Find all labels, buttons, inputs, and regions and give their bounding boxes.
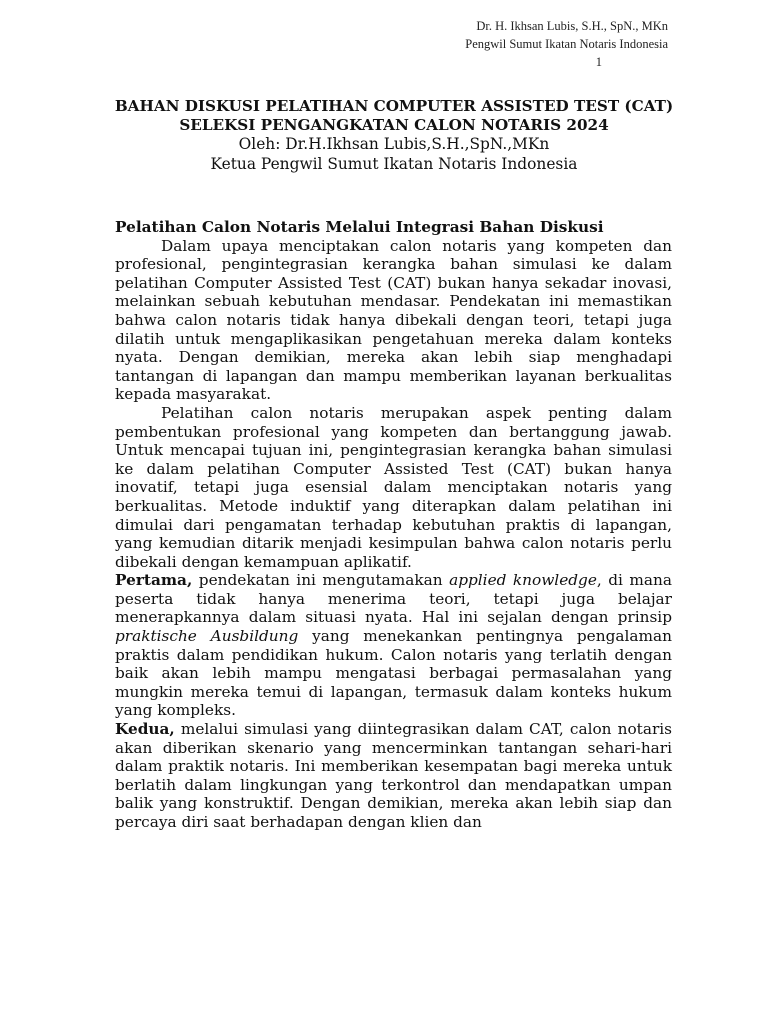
title-line-2: SELEKSI PENGANGKATAN CALON NOTARIS 2024 <box>179 115 609 134</box>
header-affiliation: Pengwil Sumut Ikatan Notaris Indonesia <box>465 37 668 51</box>
section-heading: Pelatihan Calon Notaris Melalui Integrasi Bahan Diskusi <box>115 218 604 236</box>
header-author: Dr. H. Ikhsan Lubis, S.H., SpN., MKn <box>476 19 668 33</box>
page-number: 1 <box>595 55 602 69</box>
document-title <box>96 97 692 174</box>
paragraph-4-text-1: melalui simulasi yang diintegrasikan dalam CAT, calon notaris akan diberikan skenario yang mencerminkan tantangan sehari-hari dalam praktik notaris. Ini memberikan kesempatan bagi mereka untuk berlatih dalam lingkungan yang terkontrol dan mendapatkan umpan balik yang konstruktif. Dengan demikian, mereka akan lebih siap dan percaya diri saat berhadapan dengan klien dan <box>115 720 672 831</box>
paragraph-4-lead: Kedua, <box>115 720 175 739</box>
paragraph-4 <box>115 720 672 832</box>
paragraph-3-text-2: , di mana peserta tidak hanya menerima teori, tetapi juga belajar menerapkannya dalam situasi nyata. Hal ini sejalan dengan prinsip <box>115 571 673 627</box>
title-line-1: BAHAN DISKUSI PELATIHAN COMPUTER ASSISTED TEST (CAT) <box>114 97 674 115</box>
page-header <box>465 17 668 71</box>
paragraph-2: Pelatihan calon notaris merupakan aspek penting dalam pembentukan profesional yang kompeten dan bertanggung jawab. Untuk mencapai tujuan ini, pengintegrasian kerangka bahan simulasi ke dalam pelatihan Computer Assisted Test (CAT) bukan hanya inovatif, tetapi juga esensial dalam menciptakan notaris yang berkualitas. Metode induktif yang diterapkan dalam pelatihan ini dimulai dari pengamatan terhadap kebutuhan praktis di lapangan, yang kemudian ditarik menjadi kesimpulan bahwa calon notaris perlu dibekali dengan kemampuan aplikatif. <box>115 403 672 571</box>
paragraph-3 <box>115 571 672 720</box>
paragraph-3-lead: Pertama, <box>115 571 193 590</box>
document-body <box>115 218 672 832</box>
paragraph-3-term-1: applied knowledge <box>449 571 597 590</box>
paragraph-3-text-1: pendekatan ini mengutamakan <box>192 571 450 590</box>
position-line: Ketua Pengwil Sumut Ikatan Notaris Indonesia <box>210 155 578 173</box>
paragraph-3-text-3: yang menekankan pentingnya pengalaman praktis dalam pendidikan hukum. Calon notaris yang terlatih dengan baik akan lebih mampu mengatasi berbagai permasalahan yang mungkin mereka temui di lapangan, termasuk dalam konteks hukum yang kompleks. <box>115 627 672 720</box>
author-line: Oleh: Dr.H.Ikhsan Lubis,S.H.,SpN.,MKn <box>238 135 550 153</box>
paragraph-3-term-2: praktische Ausbildung <box>115 627 299 646</box>
paragraph-1: Dalam upaya menciptakan calon notaris yang kompeten dan profesional, pengintegrasian kerangka bahan simulasi ke dalam pelatihan Computer Assisted Test (CAT) bukan hanya sekadar inovasi, melainkan sebuah kebutuhan mendasar. Pendekatan ini memastikan bahwa calon notaris tidak hanya dibekali dengan teori, tetapi juga dilatih untuk mengaplikasikan pengetahuan mereka dalam konteks nyata. Dengan demikian, mereka akan lebih siap menghadapi tantangan di lapangan dan mampu memberikan layanan berkualitas kepada masyarakat. <box>115 236 672 404</box>
